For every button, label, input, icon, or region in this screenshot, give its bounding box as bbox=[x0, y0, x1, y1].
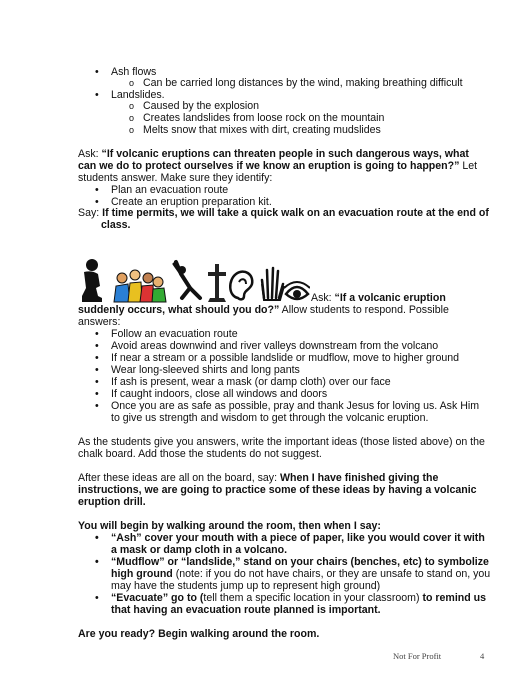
paragraph-line: After these ideas are all on the board, say: When I have finished giving the bbox=[78, 472, 439, 484]
ask-line-1: Ask: “If volcanic eruptions can threaten people in such dangerous ways, what bbox=[78, 148, 469, 160]
cross-icon bbox=[208, 264, 226, 302]
say-line-1: Say: If time permits, we will take a quick walk on an evacuation route at the end of bbox=[78, 207, 489, 219]
icon-row bbox=[78, 258, 310, 304]
closing-line: Are you ready? Begin walking around the room. bbox=[78, 628, 320, 640]
say-line-2: class. bbox=[101, 219, 131, 231]
list-item-continuation: a mask or damp cloth in a volcano. bbox=[111, 544, 288, 556]
eye-icon bbox=[284, 282, 310, 299]
list-item-continuation: high ground (note: if you do not have chairs, or they are unsafe to stand on, you bbox=[111, 568, 491, 580]
sub-item: o Creates landslides from loose rock on the mountain bbox=[143, 112, 384, 124]
list-item: • “Ash” cover your mouth with a piece of paper, like you would cover it with bbox=[111, 532, 485, 544]
ask2-line-2: suddenly occurs, what should you do?” Allow students to respond. Possible bbox=[78, 304, 449, 316]
footer-label: Not For Profit bbox=[393, 651, 442, 661]
list-item: • Plan an evacuation route bbox=[111, 184, 228, 196]
list-item: • “Mudflow” or “landslide,” stand on your chairs (benches, etc) to symbolize bbox=[111, 556, 489, 568]
paragraph-line: chalk board. Add those the students do not suggest. bbox=[78, 448, 322, 460]
list-item-landslides: • Landslides. bbox=[111, 89, 165, 101]
list-item: • Follow an evacuation route bbox=[111, 328, 238, 340]
list-item: • Wear long-sleeved shirts and long pants bbox=[111, 364, 300, 376]
list-item: • If caught indoors, close all windows and doors bbox=[111, 388, 327, 400]
list-item: • If ash is present, wear a mask (or damp cloth) over our face bbox=[111, 376, 391, 388]
paragraph-line: As the students give you answers, write the important ideas (those listed above) on the bbox=[78, 436, 485, 448]
ask-line-2: can we do to protect ourselves if we know an eruption is going to happen?” Let bbox=[78, 160, 478, 172]
list-item: • Create an eruption preparation kit. bbox=[111, 196, 272, 208]
drill-intro: You will begin by walking around the room, then when I say: bbox=[78, 520, 381, 532]
praying-figure-icon bbox=[82, 259, 102, 302]
hand-icon bbox=[262, 268, 284, 300]
list-item: • “Evacuate” go to (tell them a specific location in your classroom) to remind us bbox=[111, 592, 486, 604]
ear-icon bbox=[230, 272, 252, 300]
list-item: • Once you are as safe as possible, pray and thank Jesus for loving us. Ask Him bbox=[111, 400, 479, 412]
paragraph-line: eruption drill. bbox=[78, 496, 146, 508]
list-item-continuation: to give us strength and wisdom to get through the volcanic eruption. bbox=[111, 412, 429, 424]
ask2-line-3: answers: bbox=[78, 316, 121, 328]
paragraph-line: instructions, we are going to practice some of these ideas by having a volcanic bbox=[78, 484, 477, 496]
list-item: • If near a stream or a possible landslide or mudflow, move to higher ground bbox=[111, 352, 459, 364]
list-item-continuation: that having an evacuation route planned is important. bbox=[111, 604, 381, 616]
children-group-icon bbox=[114, 270, 166, 302]
stretching-figure-icon bbox=[174, 262, 200, 298]
list-item-ash-flows: • Ash flows bbox=[111, 66, 156, 78]
page-number: 4 bbox=[480, 651, 485, 661]
ask2-line-1: Ask: “If a volcanic eruption bbox=[311, 292, 446, 304]
list-item-continuation: may have the students jump up to represent high ground) bbox=[111, 580, 381, 592]
sub-item: o Caused by the explosion bbox=[143, 100, 259, 112]
sub-item: o Can be carried long distances by the wind, making breathing difficult bbox=[143, 77, 463, 89]
sub-item: o Melts snow that mixes with dirt, creating mudslides bbox=[143, 124, 381, 136]
list-item: • Avoid areas downwind and river valleys downstream from the volcano bbox=[111, 340, 438, 352]
ask-line-3: students answer. Make sure they identify: bbox=[78, 172, 273, 184]
